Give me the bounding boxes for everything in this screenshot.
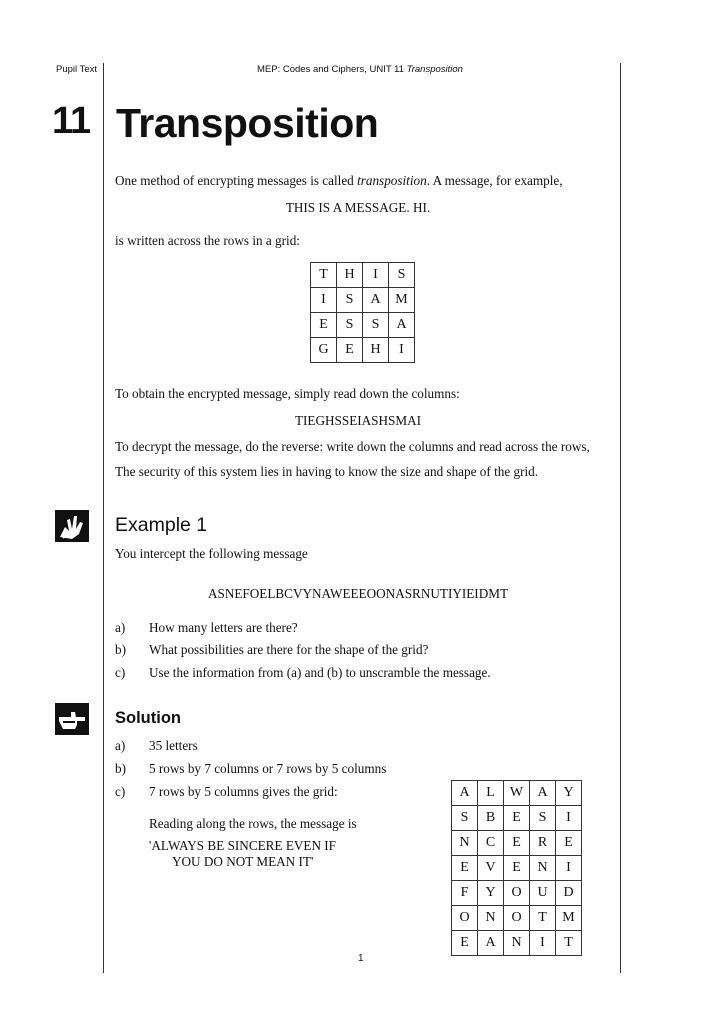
- grid-cell: E: [504, 856, 530, 881]
- decoded-message-line-2: YOU DO NOT MEAN IT': [172, 854, 314, 869]
- grid-cell: T: [530, 906, 556, 931]
- decoded-message-line-1: 'ALWAYS BE SINCERE EVEN IF: [149, 838, 337, 853]
- grid-cell: A: [389, 313, 415, 338]
- answer-text: 7 rows by 5 columns gives the grid:: [149, 784, 338, 799]
- grid-cell: H: [337, 263, 363, 288]
- grid-cell: S: [530, 806, 556, 831]
- grid-cell: N: [530, 856, 556, 881]
- question-label: a): [115, 620, 126, 635]
- solution-heading: Solution: [115, 709, 181, 727]
- grid-cell: I: [556, 856, 582, 881]
- grid-row: [311, 288, 415, 313]
- grid-cell: A: [478, 931, 504, 956]
- grid-row: [452, 831, 582, 856]
- grid-row: [311, 313, 415, 338]
- question-text: How many letters are there?: [149, 620, 298, 635]
- example-intro: You intercept the following message: [115, 546, 308, 561]
- writing-hand-icon: [55, 510, 89, 542]
- grid-cell: C: [478, 831, 504, 856]
- answer-text: 35 letters: [149, 738, 198, 753]
- question-text: What possibilities are there for the shape of the grid?: [149, 642, 429, 657]
- grid-cell: M: [389, 288, 415, 313]
- grid-cell: T: [311, 263, 337, 288]
- grid-cell: H: [363, 338, 389, 363]
- question-text: Use the information from (a) and (b) to unscramble the message.: [149, 665, 491, 680]
- grid-cell: F: [452, 881, 478, 906]
- grid-cell: E: [311, 313, 337, 338]
- question-label: c): [115, 665, 126, 680]
- grid-row: [311, 263, 415, 288]
- grid-cell: I: [530, 931, 556, 956]
- header-course-title: MEP: Codes and Ciphers, UNIT 11 Transposition: [257, 64, 463, 75]
- grid-cell: T: [556, 931, 582, 956]
- grid-cell: N: [478, 906, 504, 931]
- grid-cell: I: [363, 263, 389, 288]
- grid-intro-text: is written across the rows in a grid:: [115, 233, 300, 248]
- grid-row: [311, 338, 415, 363]
- grid-row: [452, 781, 582, 806]
- grid-cell: E: [452, 856, 478, 881]
- grid-cell: E: [556, 831, 582, 856]
- grid-cell: A: [363, 288, 389, 313]
- grid-cell: E: [504, 806, 530, 831]
- grid-cell: G: [311, 338, 337, 363]
- grid-cell: O: [504, 906, 530, 931]
- unit-number: 11: [52, 100, 91, 142]
- grid-cell: I: [389, 338, 415, 363]
- grid-cell: S: [389, 263, 415, 288]
- grid-cell: A: [530, 781, 556, 806]
- grid-cell: Y: [478, 881, 504, 906]
- grid-cell: U: [530, 881, 556, 906]
- grid-cell: W: [504, 781, 530, 806]
- grid-row: [452, 881, 582, 906]
- page-title: Transposition: [116, 100, 379, 146]
- grid-cell: E: [452, 931, 478, 956]
- answer-text: 5 rows by 7 columns or 7 rows by 5 columns: [149, 761, 387, 776]
- grid-cell: Y: [556, 781, 582, 806]
- grid-cell: S: [337, 288, 363, 313]
- header-pupil-text: Pupil Text: [56, 64, 98, 75]
- grid-cell: O: [504, 881, 530, 906]
- grid-cell: S: [452, 806, 478, 831]
- grid-row: [452, 906, 582, 931]
- grid-cell: B: [478, 806, 504, 831]
- grid-cell: R: [530, 831, 556, 856]
- grid-cell: M: [556, 906, 582, 931]
- example-grid: [310, 262, 415, 363]
- grid-cell: A: [452, 781, 478, 806]
- grid-cell: V: [478, 856, 504, 881]
- grid-cell: N: [504, 931, 530, 956]
- grid-row: [452, 806, 582, 831]
- page-number: 1: [358, 953, 364, 964]
- grid-cell: E: [337, 338, 363, 363]
- grid-cell: D: [556, 881, 582, 906]
- intercepted-message: ASNEFOELBCVYNAWEEEOONASRNUTIYIEIDMT: [207, 586, 509, 601]
- left-margin-rule: [103, 63, 104, 973]
- security-text: The security of this system lies in having to know the size and shape of the grid.: [115, 464, 539, 479]
- grid-cell: I: [311, 288, 337, 313]
- intro-paragraph: One method of encrypting messages is called transposition. A message, for example,: [115, 173, 563, 188]
- encrypted-message: TIEGHSSEIASHSMAI: [294, 413, 422, 428]
- grid-cell: S: [337, 313, 363, 338]
- example-heading: Example 1: [115, 514, 208, 536]
- read-columns-text: To obtain the encrypted message, simply read down the columns:: [115, 386, 460, 401]
- example-message: THIS IS A MESSAGE. HI.: [285, 200, 431, 215]
- solution-grid: [451, 780, 582, 956]
- answer-label: b): [115, 761, 126, 776]
- right-margin-rule: [620, 63, 621, 973]
- pointing-hand-icon: [55, 703, 89, 735]
- grid-cell: I: [556, 806, 582, 831]
- question-label: b): [115, 642, 126, 657]
- grid-row: [452, 856, 582, 881]
- answer-label: a): [115, 738, 126, 753]
- grid-cell: N: [452, 831, 478, 856]
- decrypt-text: To decrypt the message, do the reverse: write down the columns and read across the rows,: [115, 439, 590, 454]
- reading-text: Reading along the rows, the message is: [149, 816, 357, 831]
- answer-label: c): [115, 784, 126, 799]
- grid-cell: S: [363, 313, 389, 338]
- grid-cell: E: [504, 831, 530, 856]
- grid-cell: L: [478, 781, 504, 806]
- grid-cell: O: [452, 906, 478, 931]
- grid-row: [452, 931, 582, 956]
